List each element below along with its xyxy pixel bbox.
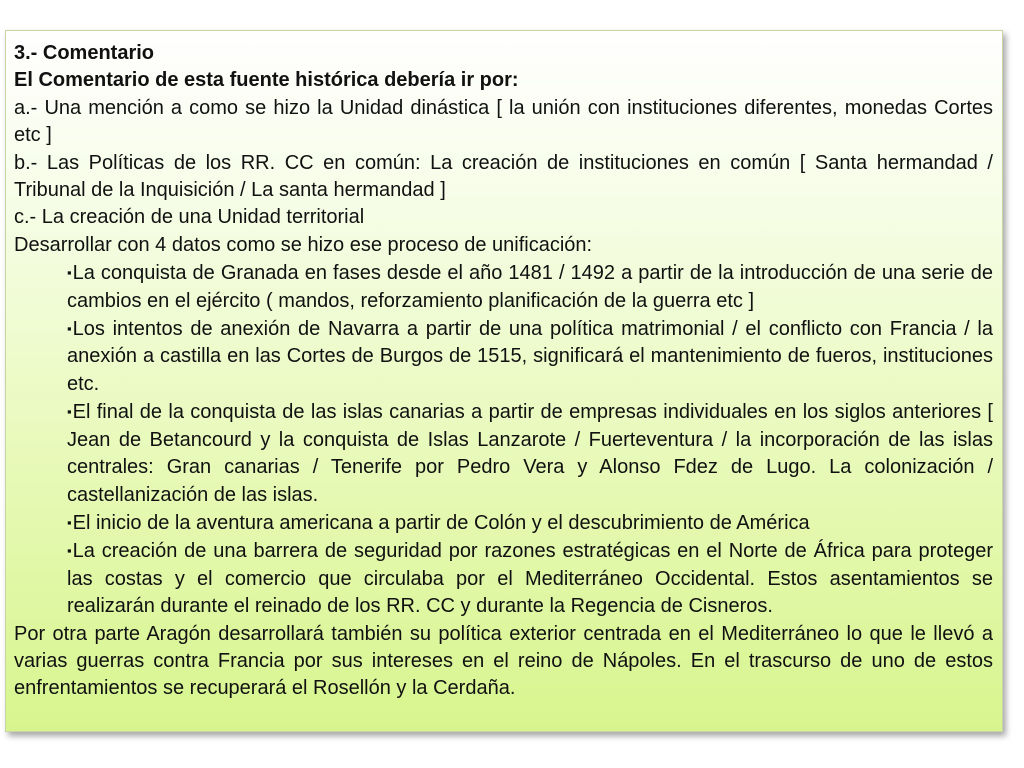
bullet-item-america <box>67 509 993 537</box>
section-heading: 3.- Comentario <box>14 42 155 64</box>
bullet-item-africa <box>67 537 993 620</box>
content-panel <box>5 30 1003 732</box>
bullet-item-granada <box>67 259 993 315</box>
point-a: a.- Una mención a como se hizo la Unidad dinástica [ la unión con instituciones diferentes, monedas Cortes etc ] <box>14 96 993 147</box>
develop-intro: Desarrollar con 4 datos como se hizo ese proceso de unificación: <box>14 233 593 256</box>
point-b: b.- Las Políticas de los RR. CC en común: La creación de instituciones en común [ Santa hermandad / Tribunal de la Inquisición / La santa hermandad ] <box>14 151 993 202</box>
bullet-item-canarias <box>67 398 993 509</box>
square-bullet-icon: ▪ <box>67 321 72 337</box>
square-bullet-icon: ▪ <box>67 265 72 281</box>
bullet-item-navarra <box>67 315 993 398</box>
closing-paragraph: Por otra parte Aragón desarrollará también su política exterior centrada en el Mediterráneo lo que le llevó a varias guerras contra Francia por sus intereses en el reino de Nápoles. En el trascurso de uno de estos enfrentamientos se recuperará el Rosellón y la Cerdaña. <box>14 622 993 700</box>
bullet-text: La conquista de Granada en fases desde el año 1481 / 1492 a partir de la introducción de una serie de cambios en el ejército ( mandos, reforzamiento planificación de la guerra etc ] <box>67 262 993 312</box>
square-bullet-icon: ▪ <box>67 404 72 420</box>
bullet-text: El final de la conquista de las islas canarias a partir de empresas individuales en los siglos anteriores [ Jean de Betancourd y la conquista de Islas Lanzarote / Fuerteventura / la incorporación de las islas centrales: Gran canarias / Tenerife por Pedro Vera y Alonso Fdez de Lugo. La colonización / castellanización de las islas. <box>67 401 993 506</box>
bullet-text: Los intentos de anexión de Navarra a partir de una política matrimonial / el conflicto con Francia / la anexión a castilla en las Cortes de Burgos de 1515, significará el mantenimiento de fueros, instituciones etc. <box>67 318 993 395</box>
bullet-text: El inicio de la aventura americana a partir de Colón y el descubrimiento de América <box>72 511 810 534</box>
square-bullet-icon: ▪ <box>67 543 72 559</box>
bullet-text: La creación de una barrera de seguridad por razones estratégicas en el Norte de África para proteger las costas y el comercio que circulaba por el Mediterráneo Occidental. Estos asentamientos se realizarán durante el reinado de los RR. CC y durante la Regencia de Cisneros. <box>67 540 993 618</box>
square-bullet-icon: ▪ <box>67 514 72 530</box>
point-c: c.- La creación de una Unidad territorial <box>14 206 365 229</box>
bullet-list <box>14 259 993 620</box>
section-subheading: El Comentario de esta fuente histórica debería ir por: <box>14 69 519 92</box>
